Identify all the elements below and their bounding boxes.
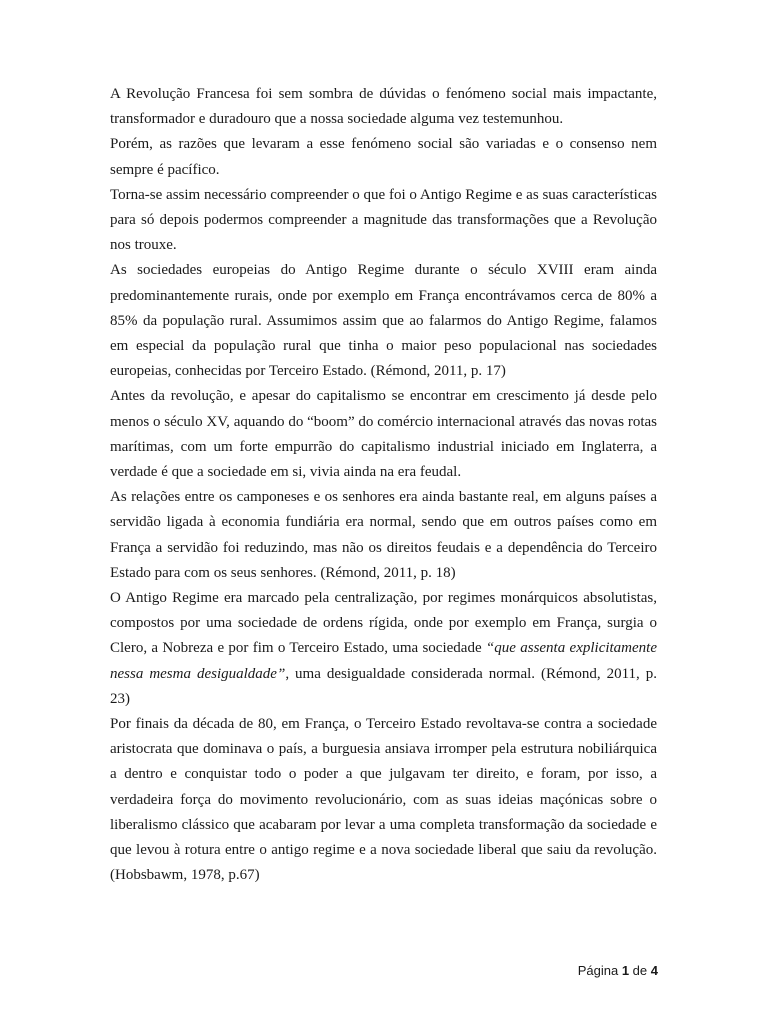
paragraph-4: As sociedades europeias do Antigo Regime durante o século XVIII eram ainda predominantemente rurais, onde por exemplo em França encontrávamos cerca de 80% a 85% da população rural. Assumimos assim que ao falarmos do Antigo Regime, falamos em especial da população rural que tinha o maior peso populacional nas sociedades europeias, conhecidas por Terceiro Estado. (Rémond, 2011, p. 17): [110, 262, 657, 380]
paragraph-7: [110, 586, 657, 712]
paragraph-8: Por finais da década de 80, em França, o Terceiro Estado revoltava-se contra a sociedade aristocrata que dominava o país, a burguesia ansiava irromper pela estrutura nobiliárquica a dentro e conquistar todo o poder a que julgavam ter direito, e foram, por isso, a verdadeira força do movimento revolucionário, com as suas ideias maçónicas sobre o liberalismo clássico que acabaram por levar a uma completa transformação da sociedade e que levou à rotura entre o antigo regime e a nova sociedade liberal que saiu da revolução. (Hobsbawm, 1978, p.67): [110, 716, 657, 884]
paragraph-5: Antes da revolução, e apesar do capitalismo se encontrar em crescimento já desde pelo menos o século XV, aquando do “boom” do comércio internacional através das novas rotas marítimas, com um forte empurrão do capitalismo industrial iniciado em Inglaterra, a verdade é que a sociedade em si, vivia ainda na era feudal.: [110, 388, 657, 481]
total-pages-number: 4: [650, 963, 658, 978]
document-body: [110, 82, 657, 889]
paragraph-1: A Revolução Francesa foi sem sombra de dúvidas o fenómeno social mais impactante, transformador e duradouro que a nossa sociedade alguma vez testemunhou.: [110, 86, 657, 128]
paragraph-6: As relações entre os camponeses e os senhores era ainda bastante real, em alguns países a servidão ligada à economia fundiária era normal, sendo que em outros países como em França a servidão foi reduzindo, mas não os direitos feudais e a dependência do Terceiro Estado para com os seus senhores. (Rémond, 2011, p. 18): [110, 489, 657, 581]
current-page-number: 1: [621, 963, 630, 978]
paragraph-7-quote: “que assenta explicitamente nessa mesma desigualdade”: [110, 640, 657, 682]
paragraph-7-text-after-quote: , uma desigualdade considerada normal. (Rémond, 2011, p. 23): [110, 665, 658, 707]
page-footer: [578, 963, 658, 978]
paragraph-7-text-before-quote: O Antigo Regime era marcado pela centralização, por regimes monárquicos absolutistas, compostos por uma sociedade de ordens rígida, onde por exemplo em França, surgia o Clero, a Nobreza e por fim o Terceiro Estado, uma sociedade: [110, 590, 657, 657]
paragraph-3: Torna-se assim necessário compreender o que foi o Antigo Regime e as suas características para só depois podermos compreender a magnitude das transformações que a Revolução nos trouxe.: [110, 186, 657, 254]
page-label: Página: [577, 963, 619, 978]
page-of-label: de: [632, 963, 648, 978]
paragraph-2: Porém, as razões que levaram a esse fenómeno social são variadas e o consenso nem sempre é pacífico.: [110, 136, 657, 178]
